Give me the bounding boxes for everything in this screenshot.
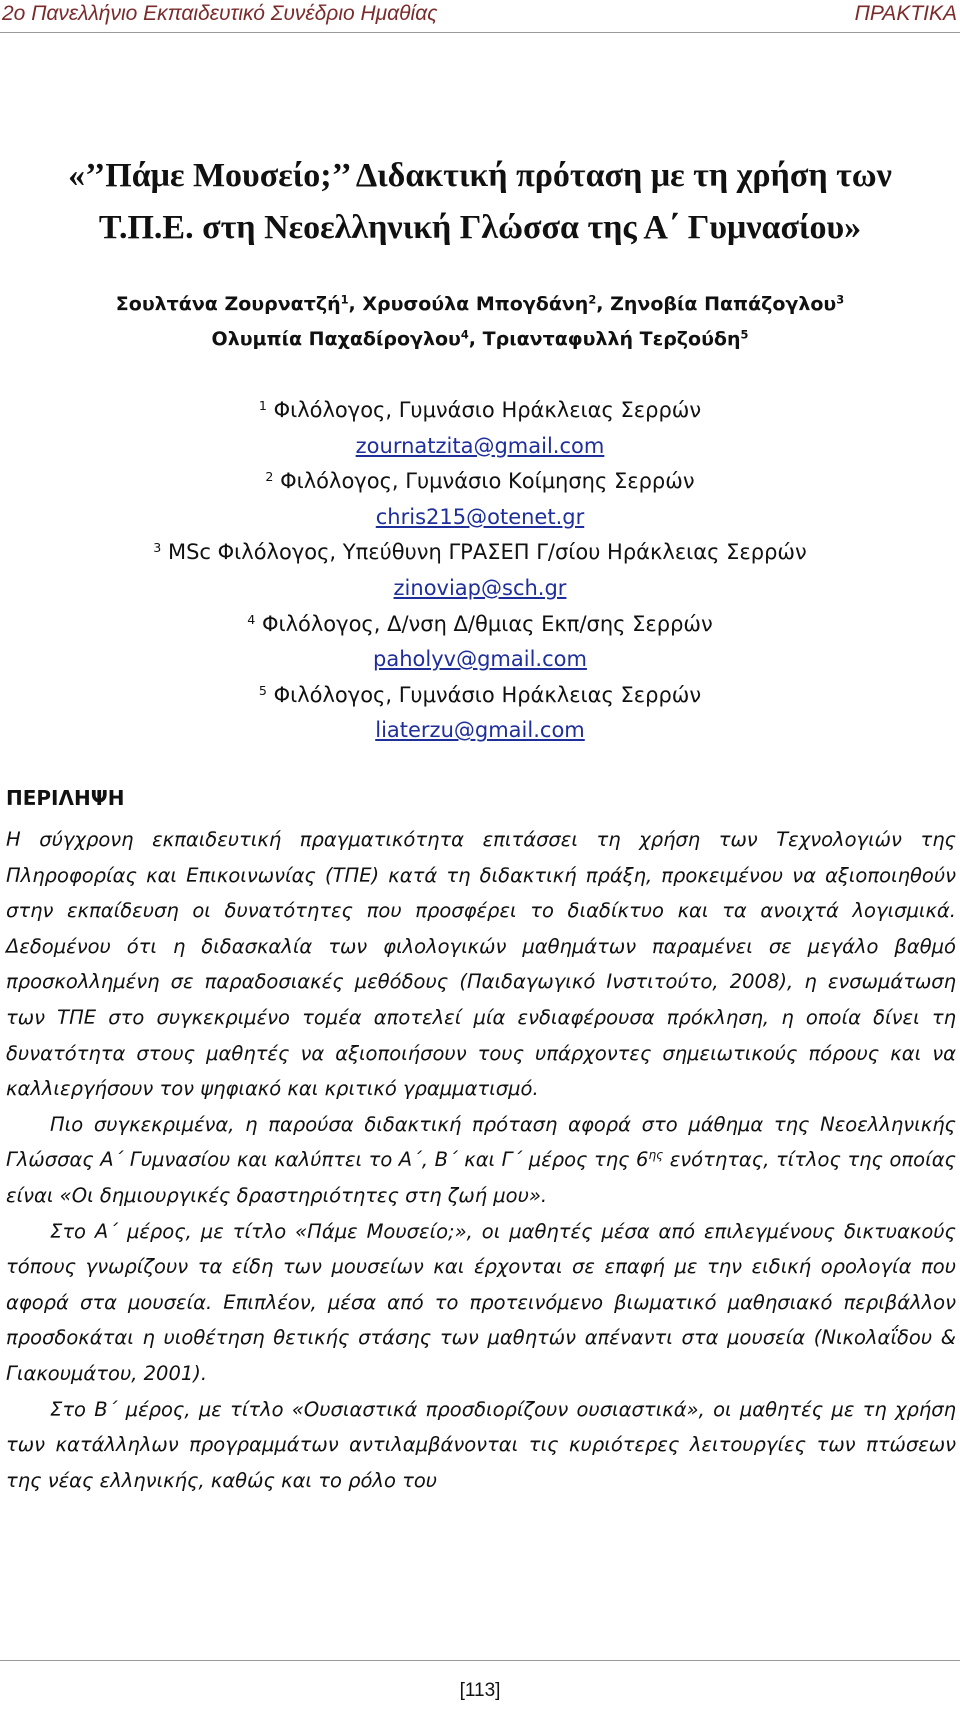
author-separator: ,	[596, 293, 611, 315]
abstract-paragraph	[6, 1107, 956, 1214]
affiliation-line	[0, 678, 960, 714]
author-mark: 3	[836, 292, 845, 307]
author-name: Σουλτάνα Ζουρνατζή	[115, 293, 341, 315]
title-line-1: «’’Πάμε Μουσείο;’’ Διδακτική πρόταση με τη χρήση των	[68, 157, 892, 194]
email-link[interactable]: liaterzu@gmail.com	[375, 718, 585, 743]
email-link[interactable]: zournatzita@gmail.com	[355, 433, 605, 458]
author-mark: 1	[340, 292, 349, 307]
affiliation-line	[0, 607, 960, 643]
paper-title	[0, 150, 960, 254]
page-footer	[0, 1660, 960, 1711]
page-number: [113]	[459, 1680, 501, 1701]
footer-rule	[0, 1660, 960, 1661]
affiliation-mark: 5	[258, 682, 267, 698]
author-separator: ,	[348, 293, 363, 315]
affiliation-mark: 1	[258, 398, 267, 414]
ordinal-suffix: ης	[648, 1148, 664, 1163]
affiliation-text: Φιλόλογος, Δ/νση Δ/θμιας Εκπ/σης Σερρών	[261, 611, 713, 636]
author-name: Ολυμπία Παχαδίρογλου	[211, 328, 461, 350]
email-link[interactable]: paholyv@gmail.com	[373, 647, 587, 672]
email-link[interactable]: zinoviap@sch.gr	[393, 575, 567, 600]
affiliation-mark: 2	[265, 469, 274, 485]
affiliation-text: MSc Φιλόλογος, Υπεύθυνη ΓΡΑΣΕΠ Γ/σίου Ηράκλειας Σερρών	[167, 540, 807, 565]
author-name: Τριανταφυλλή Τερζούδη	[482, 328, 741, 350]
author-name: Χρυσούλα Μπογδάνη	[362, 293, 589, 315]
conference-name: 2ο Πανελλήνιο Εκπαιδευτικό Συνέδριο Ημαθίας	[2, 2, 438, 25]
abstract-body	[6, 822, 956, 1498]
affiliation-line	[0, 535, 960, 571]
header-rule	[0, 32, 960, 33]
affiliation-mark: 3	[153, 540, 162, 556]
abstract-paragraph: Η σύγχρονη εκπαιδευτική πραγματικότητα επιτάσσει τη χρήση των Τεχνολογιών της Πληροφορίας και Επικοινωνίας (ΤΠΕ) κατά τη διδακτική πράξη, προκειμένου να αξιοποιηθούν στην εκπαίδευση οι δυνατότητες που προσφέρει το διαδίκτυο και τα ανοιχτά λογισμικά. Δεδομένου ότι η διδασκαλία των φιλολογικών μαθημάτων παραμένει σε μεγάλο βαθμό προσκολλημένη σε παραδοσιακές μεθόδους (Παιδαγωγικό Ινστιτούτο, 2008), η ενσωμάτωση των ΤΠΕ στο συγκεκριμένο τομέα αποτελεί μία ενδιαφέρουσα πρόκληση, η οποία δίνει τη δυνατότητα στους μαθητές να αξιοποιήσουν τους υπάρχοντες σημειωτικούς πόρους και να καλλιεργήσουν τον ψηφιακό και κριτικό γραμματισμό.	[6, 828, 956, 1101]
author-line-1	[0, 287, 960, 322]
page-header	[0, 0, 960, 34]
abstract-heading: ΠΕΡΙΛΗΨΗ	[6, 786, 125, 810]
affiliation-text: Φιλόλογος, Γυμνάσιο Ηράκλειας Σερρών	[273, 398, 702, 422]
author-separator: ,	[468, 328, 483, 350]
author-mark: 4	[460, 327, 469, 342]
affiliation-line	[0, 393, 960, 429]
author-list	[0, 287, 960, 357]
affiliation-line	[0, 464, 960, 500]
author-name: Ζηνοβία Παπάζογλου	[610, 293, 837, 315]
title-line-2: Τ.Π.Ε. στη Νεοελληνική Γλώσσα της Α΄ Γυμνασίου»	[98, 209, 862, 246]
abstract-paragraph: Στο Β΄ μέρος, με τίτλο «Ουσιαστικά προσδιορίζουν ουσιαστικά», οι μαθητές με τη χρήση των κατάλληλων προγραμμάτων αντιλαμβάνονται τις κυριότερες λειτουργίες των πτώσεων της νέας ελληνικής, καθώς και το ρόλο του	[6, 1397, 956, 1492]
affiliation-list	[0, 393, 960, 749]
author-mark: 2	[588, 292, 597, 307]
paragraph-text: Πιο συγκεκριμένα, η παρούσα διδακτική πρόταση αφορά στο μάθημα της Νεοελληνικής Γλώσσας Α΄ Γυμνασίου και καλύπτει το Α΄, Β΄ και Γ΄ μέρος της 6	[6, 1112, 956, 1172]
section-label: ΠΡΑΚΤΙΚΑ	[854, 2, 957, 25]
paragraph-text: ενότητας, τίτλος της οποίας είναι «Οι δημιουργικές δραστηριότητες στη ζωή μου».	[6, 1148, 956, 1207]
author-mark: 5	[740, 327, 749, 342]
abstract-paragraph: Στο Α΄ μέρος, με τίτλο «Πάμε Μουσείο;», οι μαθητές μέσα από επιλεγμένους δικτυακούς τόπους γνωρίζουν τα είδη των μουσείων και έρχονται σε επαφή με την ειδική ορολογία που αφορά στα μουσεία. Επιπλέον, μέσα από το προτεινόμενο βιωματικό μαθησιακό περιβάλλον προσδοκάται η υιοθέτηση θετικής στάσης των μαθητών απέναντι στα μουσεία (Νικολαΐδου & Γιακουμάτου, 2001).	[6, 1219, 956, 1385]
email-link[interactable]: chris215@otenet.gr	[375, 504, 585, 529]
author-line-2	[0, 322, 960, 357]
affiliation-mark: 4	[247, 611, 256, 627]
affiliation-text: Φιλόλογος, Γυμνάσιο Κοίμησης Σερρών	[280, 469, 695, 494]
affiliation-text: Φιλόλογος, Γυμνάσιο Ηράκλειας Σερρών	[273, 682, 702, 707]
